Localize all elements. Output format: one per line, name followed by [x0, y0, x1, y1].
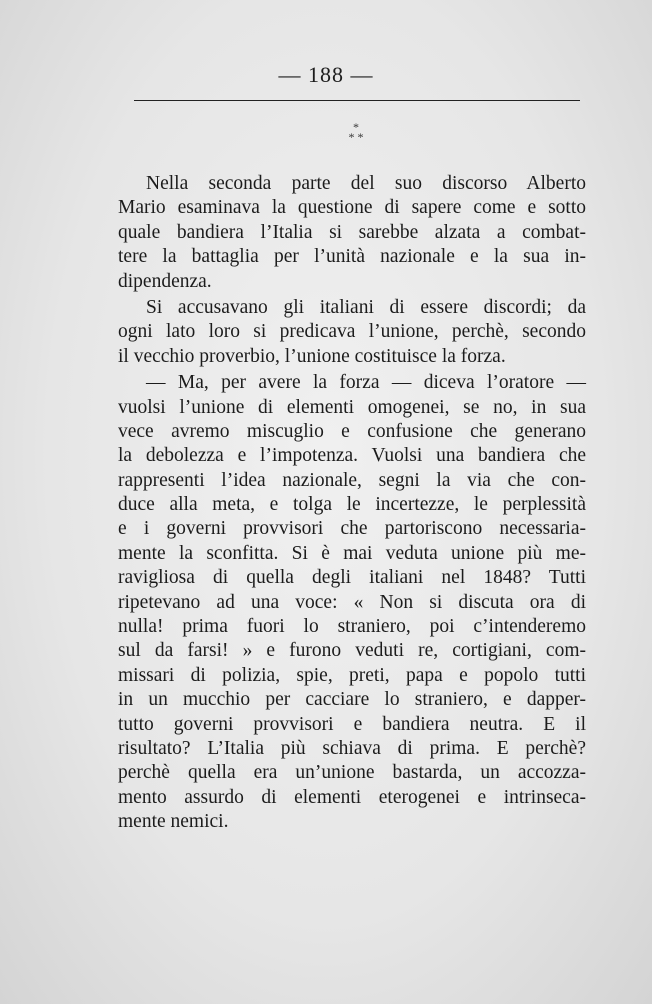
text-line: vece avremo miscuglio e confusione che generano	[118, 420, 586, 442]
text-line: quale bandiera l’Italia si sarebbe alzata a combat-	[118, 221, 586, 243]
paragraph	[118, 296, 586, 369]
text-line: tutto governi provvisori e bandiera neutra. E il	[118, 713, 586, 735]
page-number: — 188 —	[278, 62, 374, 87]
text-line: dipendenza.	[118, 270, 212, 292]
text-line: in un mucchio per cacciare lo straniero, e dapper-	[118, 689, 586, 711]
text-line: la debolezza e l’impotenza. Vuolsi una bandiera che	[118, 445, 586, 467]
text-line: sul da farsi! » e furono veduti re, cortigiani, com-	[118, 640, 586, 662]
text-line: perchè quella era un’unione bastarda, un accozza-	[118, 762, 586, 784]
text-line: risultato? L’Italia più schiava di prima. E perchè?	[118, 737, 586, 759]
text-line: mento assurdo di elementi eterogenei e intrinseca-	[118, 786, 586, 808]
paragraph	[118, 371, 586, 834]
text-line: missari di polizia, spie, preti, papa e popolo tutti	[118, 664, 586, 686]
asterism	[336, 122, 376, 142]
asterism-bottom: * *	[348, 130, 364, 144]
asterism-top: *	[353, 120, 359, 134]
text-line: ripetevano ad una voce: « Non si discuta ora di	[118, 591, 586, 613]
text-line: rappresenti l’idea nazionale, segni la via che con-	[118, 469, 586, 491]
text-line: duce alla meta, e tolga le incertezze, le perplessità	[118, 494, 586, 516]
text-line: e i governi provvisori che partoriscono necessaria-	[118, 518, 586, 540]
text-line: mente nemici.	[118, 811, 229, 833]
text-line: nulla! prima fuori lo straniero, poi c’intenderemo	[118, 616, 586, 638]
text-line: — Ma, per avere la forza — diceva l’oratore —	[146, 372, 586, 394]
body-text	[118, 172, 586, 835]
text-line: Si accusavano gli italiani di essere discordi; da	[146, 296, 586, 318]
text-line: vuolsi l’unione di elementi omogenei, se no, in sua	[118, 396, 586, 418]
paragraph	[118, 172, 586, 294]
header-rule	[134, 100, 580, 101]
text-line: mente la sconfitta. Si è mai veduta unione più me-	[118, 542, 586, 564]
text-line: Nella seconda parte del suo discorso Alberto	[146, 173, 586, 194]
text-line: ogni lato loro si predicava l’unione, perchè, secondo	[118, 321, 586, 343]
text-line: ravigliosa di quella degli italiani nel 1848? Tutti	[118, 567, 586, 589]
text-line: il vecchio proverbio, l’unione costituisce la forza.	[118, 345, 506, 367]
text-line: Mario esaminava la questione di sapere come e sotto	[118, 197, 586, 219]
text-line: tere la battaglia per l’unità nazionale e la sua in-	[118, 246, 586, 268]
